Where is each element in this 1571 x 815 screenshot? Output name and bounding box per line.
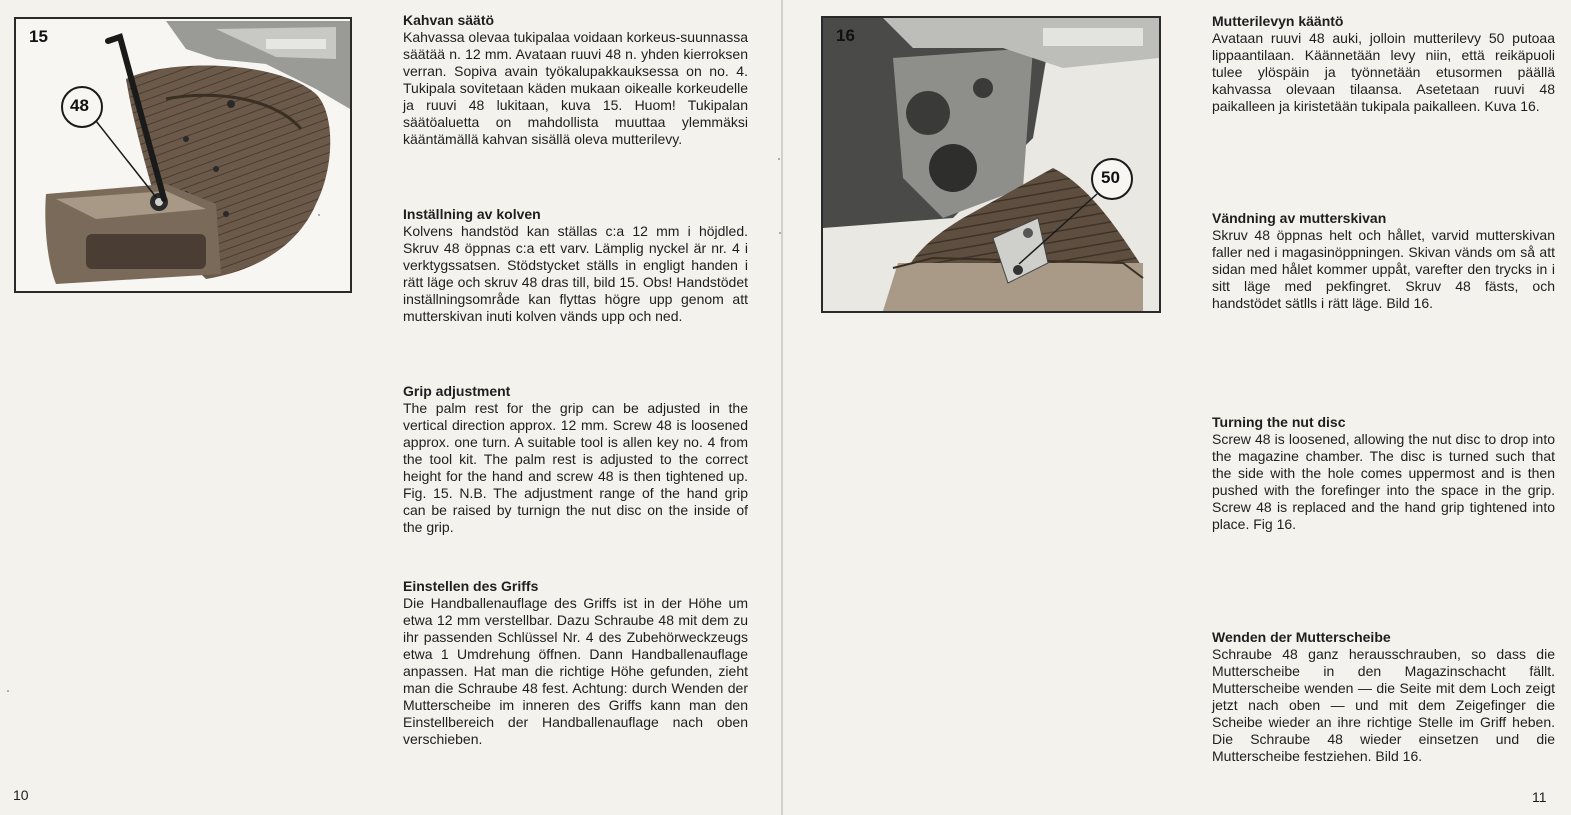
section-heading: Grip adjustment (403, 383, 511, 399)
section-heading: Einstellen des Griffs (403, 578, 539, 594)
nut-disc-illustration (823, 18, 1159, 311)
section-grip-adjustment (403, 383, 748, 536)
section-heading: Wenden der Mutterscheibe (1212, 629, 1391, 645)
section-mutterilevyn-kaanto (1212, 13, 1555, 115)
section-kahvan-saato (403, 12, 748, 148)
section-turning-the-nut-disc (1212, 414, 1555, 533)
section-heading: Turning the nut disc (1212, 414, 1346, 430)
section-body: Kahvassa olevaa tukipalaa voidaan korkeus-suunnassa säätää n. 12 mm. Avataan ruuvi 48 n. yhden kierroksen verran. Sopiva avain työkalupakkauksessa on no. 4. Tukipala sovitetaan käden mukaan oikealle korkeudelle ja ruuvi 48 lukitaan, kuva 15. Huom! Tukipalan säätöaluetta on mahdollista muuttaa ylemmäksi kääntämällä kahvan sisällä oleva mutterilevy. (403, 29, 748, 147)
section-body: Die Handballenauflage des Griffs ist in der Höhe um etwa 12 mm verstellbar. Dazu Schraube 48 mit dem zu ihr passenden Schlüssel Nr. 4 des Zubehörweckzeugs etwa 1 Umdrehung öffnen. Dann Handballenauflage anpassen. Hat man die richtige Höhe gefunden, zieht man die Schraube 48 fest. Achtung: durch Wenden der Mutterscheibe im inneren des Griffs kann man den Einstellbereich der Handballenauflage nach oben verschieben. (403, 595, 748, 747)
section-wenden-der-mutterscheibe (1212, 629, 1555, 765)
section-heading: Kahvan säätö (403, 12, 495, 28)
page-number-left: 10 (13, 787, 29, 803)
section-body: Skruv 48 öppnas helt och hållet, varvid mutterskivan faller ned i magasinöppningen. Skivan vänds om så att sidan med hålet kommer uppåt, varefter den trycks in i sitt läge med pekfingret. Skruv 48 fästs, och handstödet sätlls i rätt läge. Bild 16. (1212, 227, 1555, 311)
section-heading: Mutterilevyn kääntö (1212, 13, 1344, 29)
scan-speck (778, 158, 780, 160)
scan-speck (779, 232, 781, 234)
figure-number: 15 (29, 27, 48, 46)
figure-15 (14, 17, 352, 293)
page-number-right: 11 (1532, 789, 1547, 805)
callout-50-label: 50 (1101, 168, 1120, 187)
section-heading: Vändning av mutterskivan (1212, 210, 1387, 226)
section-body: The palm rest for the grip can be adjusted in the vertical direction approx. 12 mm. Screw 48 is loosened approx. one turn. A suitable tool is allen key no. 4 from the tool kit. The palm rest is adjusted to the correct height for the hand and screw 48 is then tightened up. Fig. 15. N.B. The adjustment range of the hand grip can be raised by turnign the nut disc on the inside of the grip. (403, 400, 748, 535)
section-body: Avataan ruuvi 48 auki, jolloin mutterilevy 50 putoaa lippaantilaan. Käännetään levy niin, että reikäpuoli tulee ylöspäin ja työnnetään etusormen päällä kahvassa olevaan tilaansa. Asetetaan ruuvi 48 paikalleen ja kiristetään tukipala paikalleen. Kuva 16. (1212, 30, 1555, 114)
figure-number: 16 (836, 26, 855, 45)
page-gutter (781, 0, 783, 815)
section-body: Kolvens handstöd kan ställas c:a 12 mm i höjdled. Skruv 48 öppnas c:a ett varv. Lämplig nyckel är nr. 4 i verktygssatsen. Stödstycket ställs in engligt handen i rätt läge och skruv 48 dras till, bild 15. Obs! Handstödet inställningsområde kan flyttas högre upp genom att mutterskivan inuti kolven vänds upp och ned. (403, 223, 748, 324)
section-installning-av-kolven (403, 206, 748, 325)
grip-adjustment-illustration (16, 19, 350, 291)
section-body: Screw 48 is loosened, allowing the nut disc to drop into the magazine chamber. The disc is turned such that the side with the hole comes uppermost and is then pushed with the forefinger into the space in the grip. Screw 48 is replaced and the hand grip tightened into place. Fig 16. (1212, 431, 1555, 532)
section-einstellen-des-griffs (403, 578, 748, 748)
figure-16 (821, 16, 1161, 313)
scan-speck (318, 214, 320, 216)
section-heading: Inställning av kolven (403, 206, 541, 222)
section-body: Schraube 48 ganz herausschrauben, so dass die Mutterscheibe in den Magazinschacht fällt. Mutterscheibe wenden — die Seite mit dem Loch zeigt jetzt nach oben — und mit dem Zeigefinger die Scheibe wieder an ihre richtige Stelle im Griff heben. Die Schraube 48 wieder einsetzen und die Mutterscheibe festziehen. Bild 16. (1212, 646, 1555, 764)
scan-speck (7, 690, 9, 692)
callout-48-label: 48 (70, 96, 89, 115)
section-vandning-av-mutterskivan (1212, 210, 1555, 312)
